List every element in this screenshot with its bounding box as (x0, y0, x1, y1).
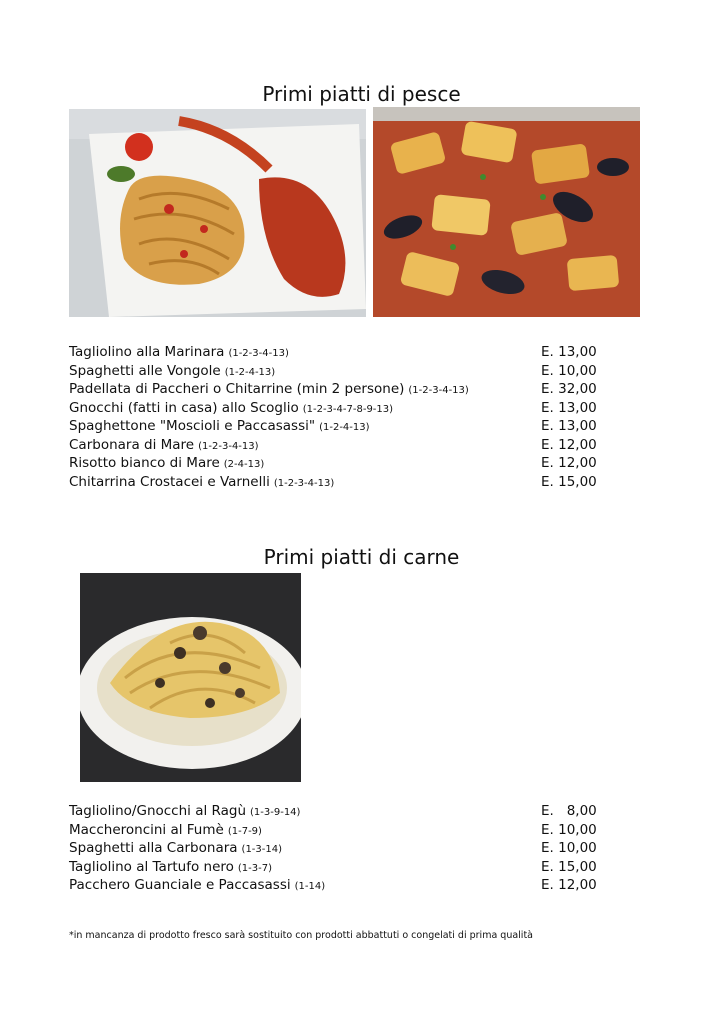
menu-list-carne (69, 802, 609, 895)
menu-item: Spaghettone "Moscioli e Paccasassi" (1-2-4-13) E. 13,00 (69, 418, 597, 434)
menu-list-pesce (69, 343, 609, 491)
menu-item: Pacchero Guanciale e Paccasassi (1-14) E. 12,00 (69, 877, 597, 893)
menu-item: Spaghetti alle Vongole (1-2-4-13) E. 10,00 (69, 362, 597, 379)
menu-item: Gnocchi (fatti in casa) allo Scoglio (1-2-3-4-7-8-9-13) E. 13,00 (69, 399, 597, 416)
menu-item: Tagliolino al Tartufo nero (1-3-7) E. 15,00 (69, 858, 597, 875)
section-title-pesce: Primi piatti di pesce (262, 82, 461, 106)
paccheri-seafood-photo (373, 107, 640, 317)
section-title-carne: Primi piatti di carne (263, 545, 460, 569)
footnote: *in mancanza di prodotto fresco sarà sostituito con prodotti abbattuti o congelati di prima qualità (69, 930, 533, 941)
menu-item: Tagliolino/Gnocchi al Ragù (1-3-9-14) E. 8,00 (69, 803, 597, 819)
menu-item: Chitarrina Crostacei e Varnelli (1-2-3-4-13) E. 15,00 (69, 473, 597, 490)
menu-item: Carbonara di Mare (1-2-3-4-13) E. 12,00 (69, 436, 597, 453)
lobster-pasta-photo (69, 109, 366, 317)
menu-item: Maccheroncini al Fumè (1-7-9) E. 10,00 (69, 821, 597, 838)
menu-item: Spaghetti alla Carbonara (1-3-14) E. 10,00 (69, 840, 597, 856)
truffle-pasta-photo (80, 573, 301, 782)
menu-item: Tagliolino alla Marinara (1-2-3-4-13) E. 13,00 (69, 344, 597, 360)
menu-item: Padellata di Paccheri o Chitarrine (min 2 persone) (1-2-3-4-13) E. 32,00 (69, 381, 597, 397)
menu-item: Risotto bianco di Mare (2-4-13) E. 12,00 (69, 455, 597, 471)
